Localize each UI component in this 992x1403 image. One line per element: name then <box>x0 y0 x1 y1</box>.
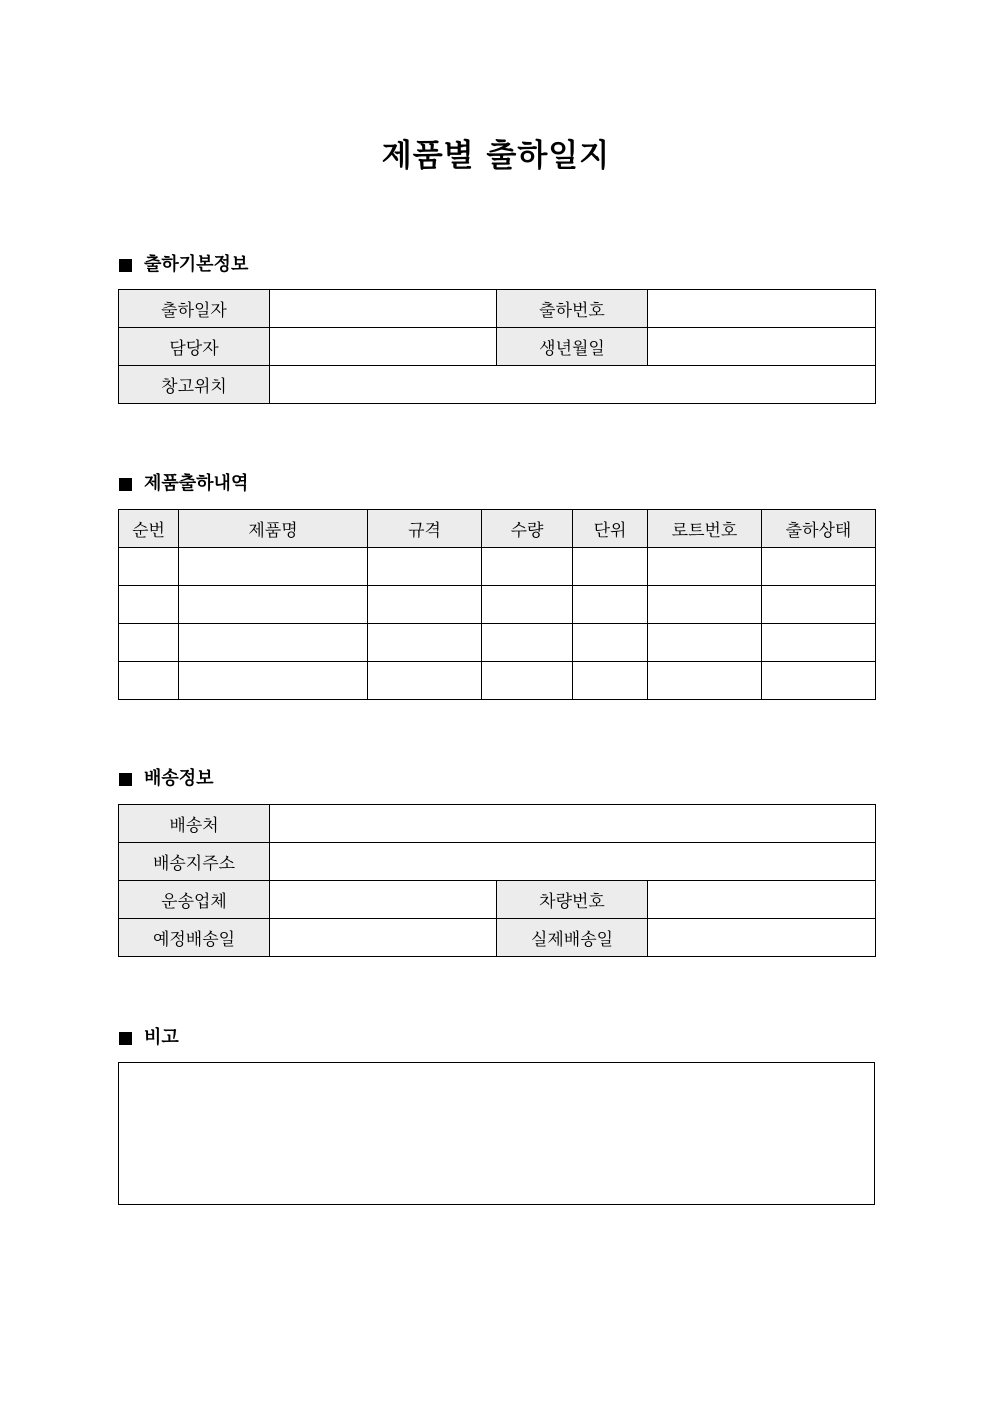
delivery-table <box>118 804 876 957</box>
cell-seq[interactable] <box>119 624 179 662</box>
cell-unit[interactable] <box>573 586 648 624</box>
cell-seq[interactable] <box>119 548 179 586</box>
carrier-label: 운송업체 <box>119 881 270 919</box>
square-bullet-icon <box>119 1032 132 1045</box>
square-bullet-icon <box>119 259 132 272</box>
table-row <box>119 328 876 366</box>
vehicle-no-label: 차량번호 <box>497 881 648 919</box>
ship-date-label: 출하일자 <box>119 290 270 328</box>
cell-lot[interactable] <box>648 662 762 700</box>
section-title-basic: 출하기본정보 <box>144 254 249 275</box>
table-row <box>119 290 876 328</box>
address-field[interactable] <box>270 843 876 881</box>
square-bullet-icon <box>119 478 132 491</box>
planned-date-field[interactable] <box>270 919 497 957</box>
cell-product[interactable] <box>179 586 368 624</box>
ship-no-field[interactable] <box>648 290 876 328</box>
actual-date-label: 실제배송일 <box>497 919 648 957</box>
cell-qty[interactable] <box>482 548 573 586</box>
col-header-product: 제품명 <box>179 510 368 548</box>
section-heading-delivery <box>119 767 214 791</box>
table-row <box>119 548 876 586</box>
planned-date-label: 예정배송일 <box>119 919 270 957</box>
cell-unit[interactable] <box>573 662 648 700</box>
col-header-unit: 단위 <box>573 510 648 548</box>
cell-product[interactable] <box>179 548 368 586</box>
section-heading-basic <box>119 253 248 277</box>
cell-lot[interactable] <box>648 624 762 662</box>
col-header-spec: 규격 <box>368 510 482 548</box>
vehicle-no-field[interactable] <box>648 881 876 919</box>
page-title: 제품별 출하일지 <box>381 138 611 174</box>
cell-status[interactable] <box>762 586 876 624</box>
cell-product[interactable] <box>179 624 368 662</box>
cell-spec[interactable] <box>368 662 482 700</box>
cell-status[interactable] <box>762 548 876 586</box>
warehouse-field[interactable] <box>270 366 876 404</box>
cell-status[interactable] <box>762 662 876 700</box>
basic-info-table <box>118 289 876 404</box>
cell-seq[interactable] <box>119 586 179 624</box>
manager-field[interactable] <box>270 328 497 366</box>
birth-field[interactable] <box>648 328 876 366</box>
actual-date-field[interactable] <box>648 919 876 957</box>
cell-status[interactable] <box>762 624 876 662</box>
destination-field[interactable] <box>270 805 876 843</box>
cell-spec[interactable] <box>368 624 482 662</box>
ship-no-label: 출하번호 <box>497 290 648 328</box>
table-row <box>119 586 876 624</box>
col-header-seq: 순번 <box>119 510 179 548</box>
table-row <box>119 919 876 957</box>
memo-field[interactable] <box>118 1062 875 1205</box>
section-heading-items <box>119 472 248 496</box>
square-bullet-icon <box>119 773 132 786</box>
section-title-items: 제품출하내역 <box>144 473 249 494</box>
section-title-delivery: 배송정보 <box>144 768 214 789</box>
table-row <box>119 624 876 662</box>
table-row <box>119 662 876 700</box>
table-header-row <box>119 510 876 548</box>
cell-qty[interactable] <box>482 662 573 700</box>
address-label: 배송지주소 <box>119 843 270 881</box>
section-title-memo: 비고 <box>144 1027 179 1048</box>
cell-qty[interactable] <box>482 586 573 624</box>
table-row <box>119 366 876 404</box>
table-row <box>119 881 876 919</box>
col-header-lot: 로트번호 <box>648 510 762 548</box>
cell-product[interactable] <box>179 662 368 700</box>
items-table <box>118 509 876 700</box>
cell-spec[interactable] <box>368 548 482 586</box>
cell-spec[interactable] <box>368 586 482 624</box>
ship-date-field[interactable] <box>270 290 497 328</box>
table-row <box>119 843 876 881</box>
cell-seq[interactable] <box>119 662 179 700</box>
cell-lot[interactable] <box>648 586 762 624</box>
warehouse-label: 창고위치 <box>119 366 270 404</box>
cell-unit[interactable] <box>573 624 648 662</box>
birth-label: 생년월일 <box>497 328 648 366</box>
table-row <box>119 805 876 843</box>
carrier-field[interactable] <box>270 881 497 919</box>
col-header-status: 출하상태 <box>762 510 876 548</box>
section-heading-memo <box>119 1026 179 1050</box>
col-header-qty: 수량 <box>482 510 573 548</box>
cell-lot[interactable] <box>648 548 762 586</box>
manager-label: 담당자 <box>119 328 270 366</box>
cell-qty[interactable] <box>482 624 573 662</box>
destination-label: 배송처 <box>119 805 270 843</box>
cell-unit[interactable] <box>573 548 648 586</box>
